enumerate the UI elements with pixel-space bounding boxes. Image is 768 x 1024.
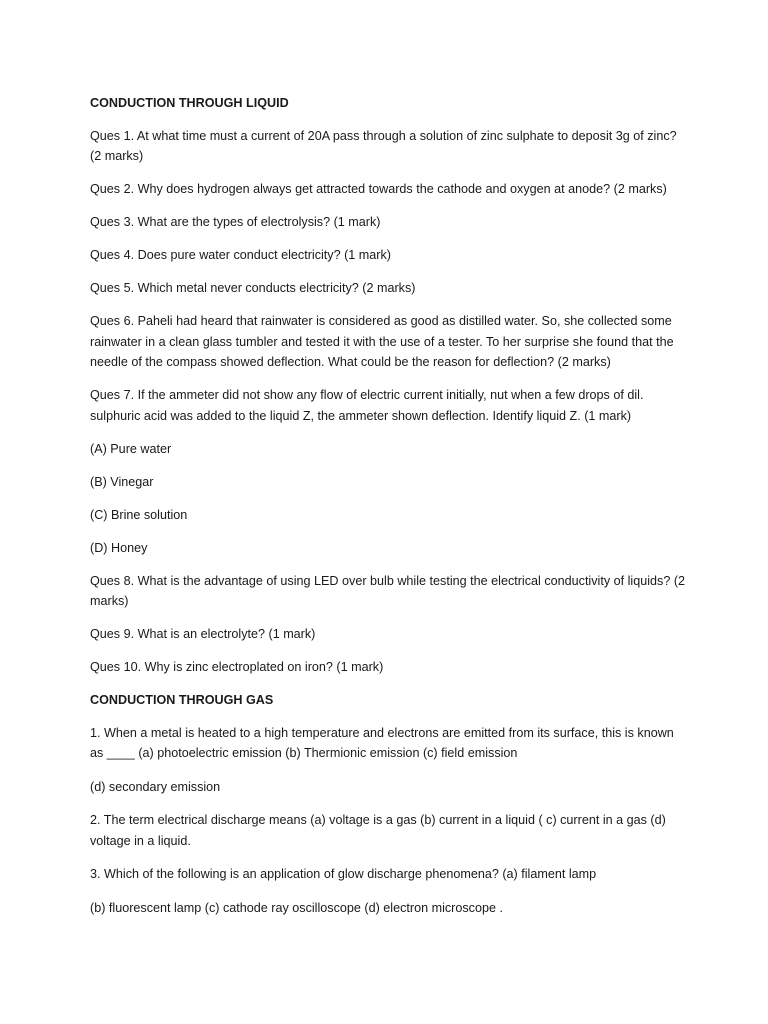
section-heading-liquid: CONDUCTION THROUGH LIQUID	[90, 96, 289, 110]
question-4: Ques 4. Does pure water conduct electricity? (1 mark)	[90, 248, 391, 262]
section-heading-gas: CONDUCTION THROUGH GAS	[90, 693, 274, 707]
question-5: Ques 5. Which metal never conducts electricity? (2 marks)	[90, 281, 416, 295]
gas-question-3-options: (b) fluorescent lamp (c) cathode ray oscilloscope (d) electron microscope .	[90, 900, 503, 915]
question-7-option-a: (A) Pure water	[90, 441, 172, 456]
question-7-option-d: (D) Honey	[90, 540, 148, 555]
question-7: Ques 7. If the ammeter did not show any flow of electric current initially, nut when a few drops of dil. sulphuric acid was added to the liquid Z, the ammeter shown deflection. Identify liquid Z. (1 mark)	[90, 388, 644, 423]
question-1: Ques 1. At what time must a current of 20A pass through a solution of zinc sulphate to deposit 3g of zinc? (2 marks)	[90, 128, 677, 163]
gas-question-3: 3. Which of the following is an application of glow discharge phenomena? (a) filament lamp	[90, 867, 597, 881]
question-7-option-b: (B) Vinegar	[90, 474, 154, 489]
question-2: Ques 2. Why does hydrogen always get attracted towards the cathode and oxygen at anode? (2 marks)	[90, 182, 667, 196]
gas-question-2: 2. The term electrical discharge means (a) voltage is a gas (b) current in a liquid ( c) current in a gas (d) voltage in a liquid.	[90, 813, 666, 848]
question-7-option-c: (C) Brine solution	[90, 507, 188, 522]
gas-question-1: 1. When a metal is heated to a high temperature and electrons are emitted from its surface, this is known as ____ (a) photoelectric emission (b) Thermionic emission (c) field emission	[90, 725, 674, 760]
question-8: Ques 8. What is the advantage of using LED over bulb while testing the electrical conductivity of liquids? (2 marks)	[90, 573, 686, 608]
document-body	[90, 93, 690, 931]
gas-question-1-option-d: (d) secondary emission	[90, 779, 221, 794]
question-10: Ques 10. Why is zinc electroplated on iron? (1 mark)	[90, 660, 384, 674]
question-6: Ques 6. Paheli had heard that rainwater is considered as good as distilled water. So, she collected some rainwater in a clean glass tumbler and tested it with the use of a tester. To her surprise she found that the needle of the compass showed deflection. What could be the reason for deflection? (2 marks)	[90, 314, 674, 369]
question-9: Ques 9. What is an electrolyte? (1 mark)	[90, 627, 316, 641]
question-3: Ques 3. What are the types of electrolysis? (1 mark)	[90, 215, 381, 229]
